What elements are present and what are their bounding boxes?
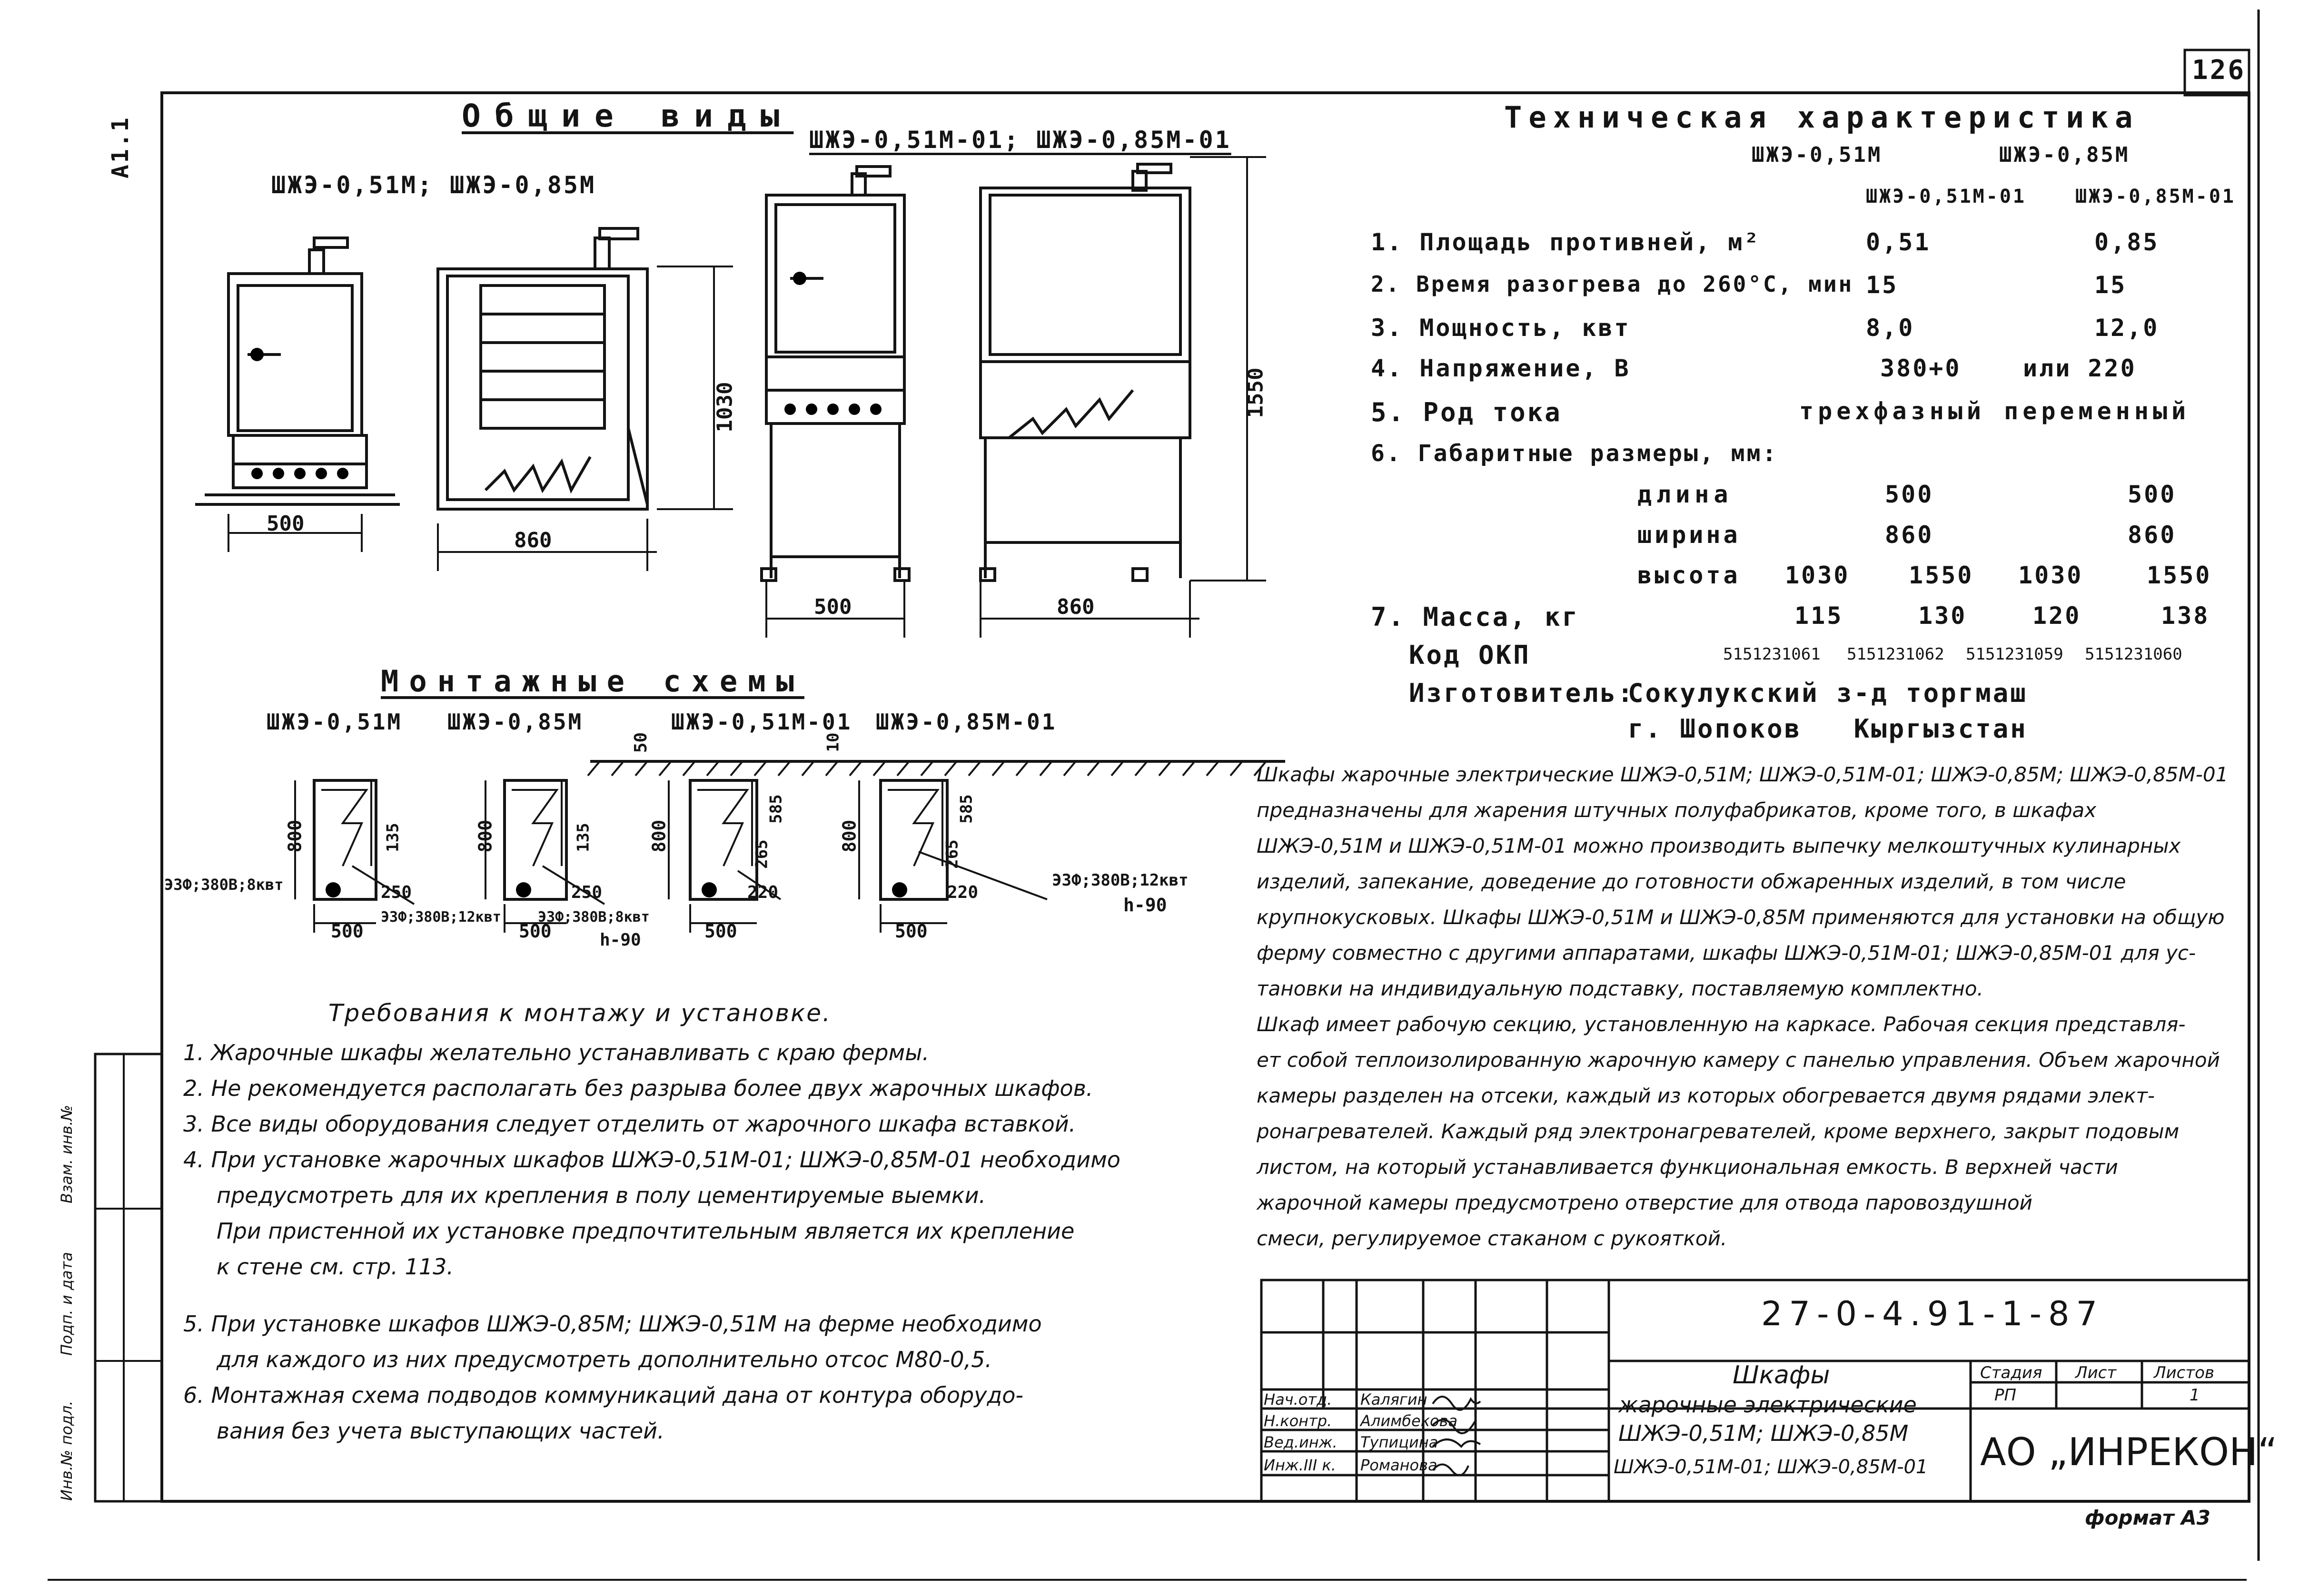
req-item-6-cont: вания без учета выступающих частей. xyxy=(217,1418,664,1444)
tech-mass-label: 7. Масса, кг xyxy=(1371,602,1580,632)
tech-row-5-v1: трехфазный переменный xyxy=(1799,397,2190,425)
doc-title-line-1: Шкафы xyxy=(1733,1361,1830,1389)
m1-power-note: ЭЗФ;380В;8квт xyxy=(164,876,284,894)
req-item-4-cont-3: к стене см. стр. 113. xyxy=(217,1254,454,1280)
doc-title-line-3: ШЖЭ-0,51М; ШЖЭ-0,85М xyxy=(1618,1420,1909,1446)
tech-title: Техническая характеристика xyxy=(1504,100,2140,135)
tech-row-4-v2: или 220 xyxy=(2023,355,2137,382)
desc-line-12: листом, на который устанавливается функциональная емкость. В верхней части xyxy=(1257,1155,2118,1179)
tech-maker-label: Изготовитель: xyxy=(1409,678,1635,708)
sheet-label: Лист xyxy=(2075,1363,2117,1382)
desc-line-3: ШЖЭ-0,51М и ШЖЭ-0,51М-01 можно производить выпечку мелкоштучных кулинарных xyxy=(1257,834,2181,857)
m4-dim-10: 10 xyxy=(823,732,843,752)
m4-dim-220: 220 xyxy=(947,883,979,902)
tech-height-3: 1030 xyxy=(2018,562,2083,589)
tech-row-2-v2: 15 xyxy=(2094,271,2127,299)
req-item-3: 3. Все виды оборудования следует отделить от жарочного шкафа вставкой. xyxy=(183,1111,1076,1137)
desc-line-14: смеси, регулируемое стаканом с рукояткой. xyxy=(1257,1227,1727,1250)
tech-height-label: высота xyxy=(1637,562,1741,589)
sheet-number: 126 xyxy=(2192,55,2246,86)
m3-dim-500: 500 xyxy=(704,921,737,942)
tech-length-2: 500 xyxy=(2128,481,2177,508)
person-role-2: Н.контр. xyxy=(1264,1412,1332,1430)
req-item-5-cont: для каждого из них предусмотреть дополнительно отсос М80-0,5. xyxy=(217,1347,992,1372)
tech-length-1: 500 xyxy=(1885,481,1934,508)
m2-dim-500: 500 xyxy=(519,921,552,942)
req-item-4: 4. При установке жарочных шкафов ШЖЭ-0,51М-01; ШЖЭ-0,85М-01 необходимо xyxy=(183,1147,1120,1172)
views-title: Общие виды xyxy=(462,98,794,134)
person-name-1: Калягин xyxy=(1360,1390,1427,1409)
m3-height-note: h-90 xyxy=(600,930,641,950)
tech-mass-1: 115 xyxy=(1794,602,1843,630)
m1-dim-135: 135 xyxy=(383,823,403,852)
org-name: АО „ИНРЕКОН“ xyxy=(1980,1430,2278,1474)
m2-dim-250: 250 xyxy=(571,883,603,902)
tech-row-5-label: 5. Род тока xyxy=(1371,397,1562,427)
tech-height-2: 1550 xyxy=(1909,562,1974,589)
desc-line-10: камеры разделен на отсеки, каждый из которых обогревается двумя рядами элект- xyxy=(1257,1084,2155,1107)
tech-row-1-v1: 0,51 xyxy=(1866,228,1931,256)
sheets-value: 1 xyxy=(2190,1386,2200,1405)
views-group2-label: ШЖЭ-0,51М-01; ШЖЭ-0,85М-01 xyxy=(809,126,1231,154)
tech-row-2-v1: 15 xyxy=(1866,271,1899,299)
dim-width-500-b: 500 xyxy=(814,595,852,619)
requirements-title: Требования к монтажу и установке. xyxy=(328,999,832,1027)
tech-okp-2: 5151231062 xyxy=(1847,645,1944,664)
tech-mass-4: 138 xyxy=(2161,602,2210,630)
tech-row-1-v2: 0,85 xyxy=(2094,228,2160,256)
tech-row-3-v2: 12,0 xyxy=(2094,314,2160,342)
person-name-2: Алимбекова xyxy=(1360,1412,1458,1430)
dim-height-1550: 1550 xyxy=(1243,367,1268,418)
tech-dims-label: 6. Габаритные размеры, мм: xyxy=(1371,440,1778,467)
person-name-4: Романова xyxy=(1360,1456,1437,1474)
person-name-3: Тупицина xyxy=(1360,1433,1438,1451)
req-item-4-cont-2: При пристенной их установке предпочтительным является их крепление xyxy=(217,1218,1075,1244)
tech-row-3-label: 3. Мощность, квт xyxy=(1371,314,1631,342)
m4-dim-265: 265 xyxy=(942,839,962,869)
mounting-label-1: ШЖЭ-0,51М xyxy=(267,709,403,735)
desc-line-1: Шкафы жарочные электрические ШЖЭ-0,51М; ШЖЭ-0,51М-01; ШЖЭ-0,85М; ШЖЭ-0,85М-01 xyxy=(1257,763,2229,786)
binding-strip xyxy=(95,1054,162,1501)
view-cabinet-front-2 xyxy=(762,167,909,581)
stage-label: Стадия xyxy=(1980,1363,2042,1382)
stamp-inv-original: Инв.№ подл. xyxy=(58,1400,76,1501)
tech-col-header-4: ШЖЭ-0,85М-01 xyxy=(2075,186,2236,207)
sheets-label: Листов xyxy=(2154,1363,2215,1382)
desc-line-4: изделий, запекание, доведение до готовности обжаренных изделий, в том числе xyxy=(1257,870,2126,893)
dim-depth-860-a: 860 xyxy=(514,528,552,552)
m3-dim-265: 265 xyxy=(752,839,772,869)
tech-row-1-label: 1. Площадь противней, м² xyxy=(1371,228,1761,256)
tech-height-1: 1030 xyxy=(1785,562,1850,589)
tech-col-header-2: ШЖЭ-0,85М xyxy=(1999,143,2130,167)
mounting-title: Монтажные схемы xyxy=(381,664,804,699)
tech-okp-label: Код ОКП xyxy=(1409,640,1531,670)
m3-dim-585: 585 xyxy=(766,794,786,824)
m4-dim-800: 800 xyxy=(839,819,860,853)
tech-mass-2: 130 xyxy=(1918,602,1967,630)
tech-col-header-1: ШЖЭ-0,51М xyxy=(1752,143,1883,167)
person-role-4: Инж.III к. xyxy=(1264,1456,1336,1474)
req-item-4-cont-1: предусмотреть для их крепления в полу цементируемые выемки. xyxy=(217,1182,986,1208)
mounting-label-3: ШЖЭ-0,51М-01 xyxy=(671,709,852,735)
m3-power-note: ЭЗФ;380В;8квт xyxy=(538,909,650,926)
tech-okp-1: 5151231061 xyxy=(1723,645,1821,664)
tech-row-4-v1: 380+0 xyxy=(1880,355,1962,382)
stamp-replacement-inv: Взам. инв.№ xyxy=(58,1104,76,1203)
doc-title-line-2: жарочные электрические xyxy=(1618,1392,1917,1418)
binding-label: А1.1 xyxy=(107,116,134,178)
tech-maker: Сокулукский з-д торгмаш xyxy=(1628,678,2028,708)
dim-width-500-a: 500 xyxy=(267,512,305,536)
m4-height-note: h-90 xyxy=(1123,895,1167,916)
view-cabinet-side-2 xyxy=(981,164,1190,581)
desc-line-11: ронагревателей. Каждый ряд электронагревателей, кроме верхнего, закрыт подовым xyxy=(1257,1120,2180,1143)
m4-dim-585: 585 xyxy=(957,794,976,824)
desc-line-8: Шкаф имеет рабочую секцию, установленную на каркасе. Рабочая секция представля- xyxy=(1257,1013,2186,1036)
person-role-3: Вед.инж. xyxy=(1264,1433,1338,1451)
tech-width-2: 860 xyxy=(2128,521,2177,549)
sheet-format: формат А3 xyxy=(2085,1506,2210,1529)
tech-col-header-3: ШЖЭ-0,51М-01 xyxy=(1866,186,2026,207)
tech-height-4: 1550 xyxy=(2147,562,2212,589)
mounting-label-4: ШЖЭ-0,85М-01 xyxy=(876,709,1057,735)
req-item-5: 5. При установке шкафов ШЖЭ-0,85М; ШЖЭ-0,51М на ферме необходимо xyxy=(183,1311,1042,1337)
m4-power-note: ЭЗФ;380В;12квт xyxy=(1052,871,1189,890)
req-item-2: 2. Не рекомендуется располагать без разрыва более двух жарочных шкафов. xyxy=(183,1075,1093,1101)
m3-dim-220: 220 xyxy=(747,883,779,902)
tech-width-label: ширина xyxy=(1637,521,1741,549)
m2-dim-800: 800 xyxy=(475,819,496,853)
m3-dim-50: 50 xyxy=(631,732,651,753)
m3-dim-800: 800 xyxy=(648,819,670,853)
doc-code: 27-0-4.91-1-87 xyxy=(1761,1294,2104,1333)
desc-line-5: крупнокусковых. Шкафы ШЖЭ-0,51М и ШЖЭ-0,85М применяются для установки на общую xyxy=(1257,906,2225,929)
tech-okp-3: 5151231059 xyxy=(1966,645,2063,664)
dim-height-1030: 1030 xyxy=(713,382,737,433)
tech-okp-4: 5151231060 xyxy=(2085,645,2182,664)
dim-depth-860-b: 860 xyxy=(1057,595,1095,619)
tech-row-2-label: 2. Время разогрева до 260°С, мин xyxy=(1371,271,1854,297)
tech-row-4-label: 4. Напряжение, В xyxy=(1371,355,1631,382)
stamp-signature-date: Подп. и дата xyxy=(58,1252,76,1356)
m2-dim-135: 135 xyxy=(574,823,593,852)
desc-line-7: тановки на индивидуальную подставку, поставляемую комплектно. xyxy=(1257,977,1983,1000)
req-item-6: 6. Монтажная схема подводов коммуникаций дана от контура оборудо- xyxy=(183,1382,1024,1408)
view-cabinet-side-1 xyxy=(438,228,647,509)
m1-dim-800: 800 xyxy=(284,819,306,853)
m2-power-note: ЭЗФ;380В;12квт xyxy=(381,909,501,926)
desc-line-2: предназначены для жарения штучных полуфабрикатов, кроме того, в шкафах xyxy=(1257,798,2097,822)
person-role-1: Нач.отд. xyxy=(1264,1390,1332,1409)
tech-length-label: длина xyxy=(1637,481,1733,508)
m1-dim-500: 500 xyxy=(331,921,364,942)
req-item-1: 1. Жарочные шкафы желательно устанавливать с краю фермы. xyxy=(183,1040,930,1065)
tech-mass-3: 120 xyxy=(2032,602,2081,630)
m1-dim-250: 250 xyxy=(381,883,412,902)
doc-title-line-4: ШЖЭ-0,51М-01; ШЖЭ-0,85М-01 xyxy=(1614,1456,1928,1478)
desc-line-13: жарочной камеры предусмотрено отверстие для отвода паровоздушной xyxy=(1257,1191,2032,1214)
stage-value: РП xyxy=(1994,1386,2017,1405)
desc-line-9: ет собой теплоизолированную жарочную камеру с панелью управления. Объем жарочной xyxy=(1257,1048,2220,1072)
desc-line-6: ферму совместно с другими аппаратами, шкафы ШЖЭ-0,51М-01; ШЖЭ-0,85М-01 для ус- xyxy=(1257,941,2196,965)
tech-width-1: 860 xyxy=(1885,521,1934,549)
views-group1-label: ШЖЭ-0,51М; ШЖЭ-0,85М xyxy=(271,171,596,199)
tech-row-3-v1: 8,0 xyxy=(1866,314,1915,342)
mounting-label-2: ШЖЭ-0,85М xyxy=(447,709,584,735)
view-cabinet-front-1 xyxy=(195,238,400,504)
m4-dim-500: 500 xyxy=(895,921,928,942)
tech-maker-city: г. Шопоков Кыргызстан xyxy=(1628,714,2028,744)
